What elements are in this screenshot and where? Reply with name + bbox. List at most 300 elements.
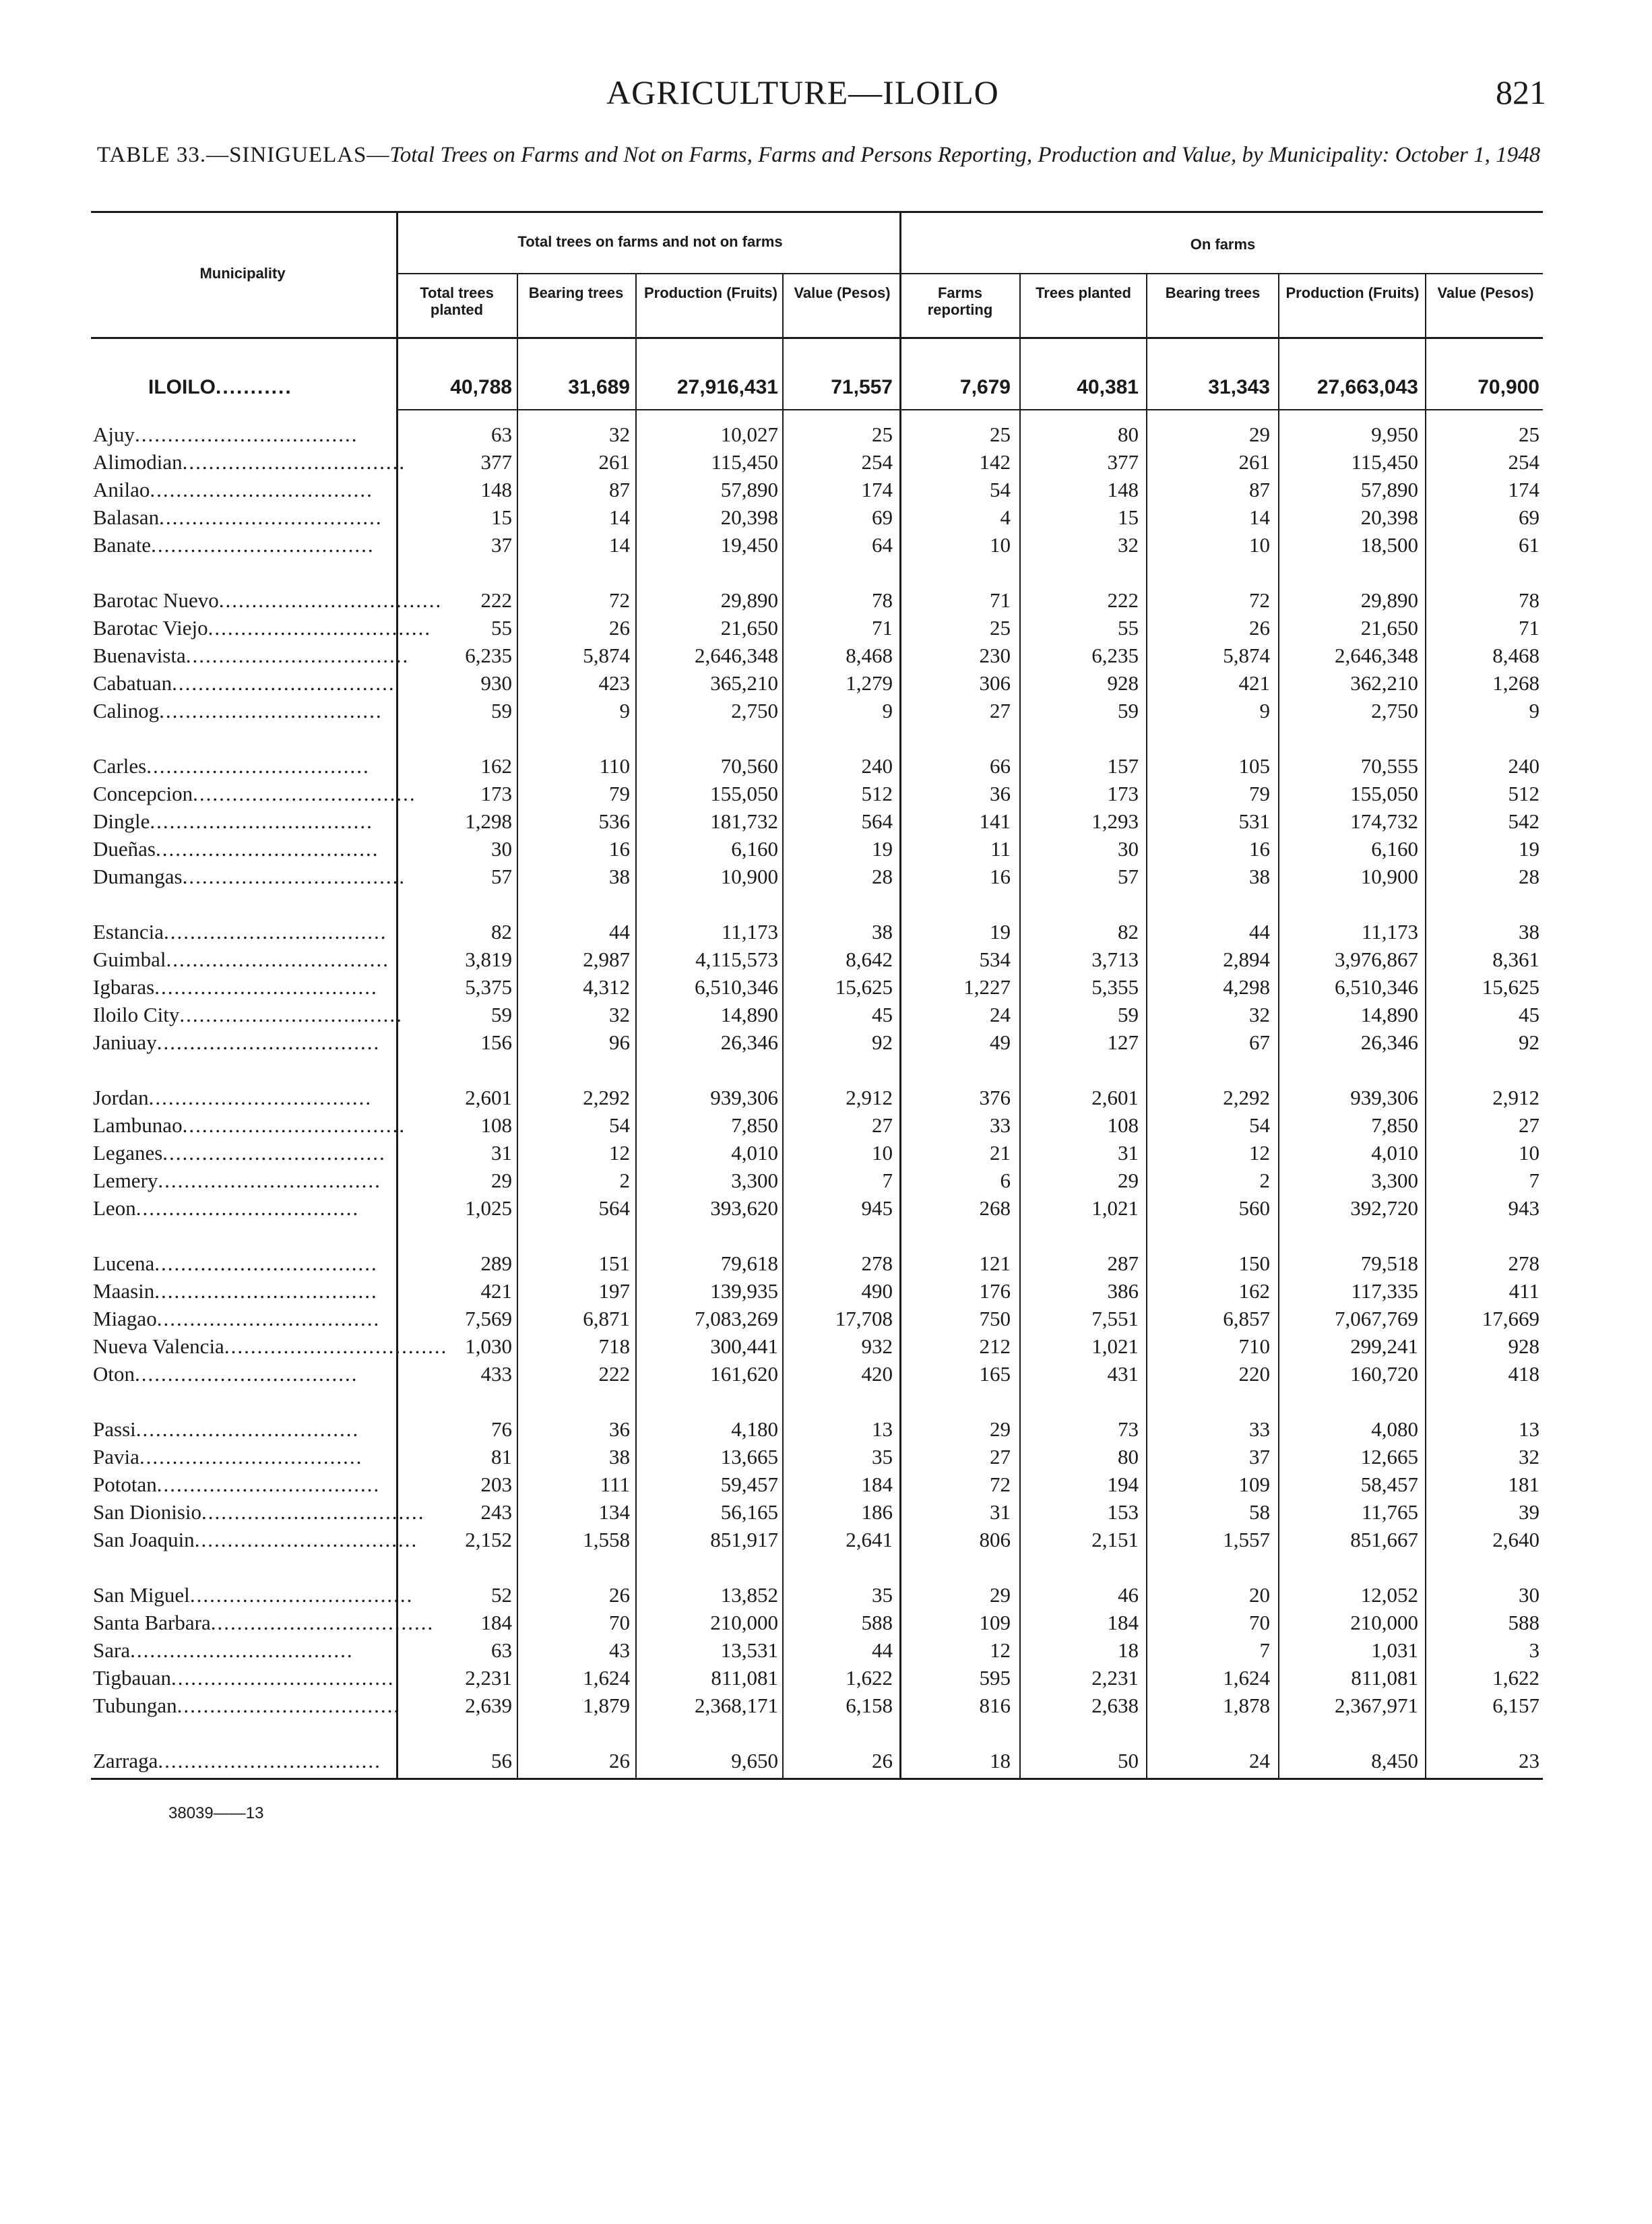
value-cell: 18,500 (1360, 533, 1418, 557)
value-cell: 2,646,348 (695, 644, 778, 667)
value-cell: 6,157 (1492, 1694, 1539, 1717)
value-cell: 7,067,769 (1335, 1307, 1418, 1330)
value-cell: 28 (1519, 865, 1539, 888)
value-cell: 38 (1249, 865, 1270, 888)
value-cell: 1,558 (583, 1528, 630, 1551)
table-row (0, 1471, 1652, 1498)
value-cell: 12,052 (1360, 1583, 1418, 1607)
table-row (0, 1444, 1652, 1471)
value-cell: 9,650 (731, 1749, 778, 1772)
value-cell: 1,279 (846, 671, 893, 695)
municipality-name: Dueñas.................................. (93, 837, 379, 861)
value-cell: 14 (1249, 505, 1270, 529)
value-cell: 431 (1107, 1362, 1139, 1386)
value-cell: 588 (861, 1611, 893, 1634)
municipality-name: San Dionisio.................................. (93, 1500, 425, 1524)
value-cell: 2,750 (1371, 699, 1418, 722)
value-cell: 63 (491, 423, 512, 446)
value-cell: 32 (609, 423, 630, 446)
value-cell: 173 (1107, 782, 1139, 805)
municipality-name: San Joaquin.................................. (93, 1528, 418, 1551)
value-cell: 2,367,971 (1335, 1694, 1418, 1717)
value-cell: 2,639 (465, 1694, 512, 1717)
value-cell: 6,160 (1371, 837, 1418, 861)
municipality-name: Tubungan.................................. (93, 1694, 401, 1717)
value-cell: 11,765 (1361, 1500, 1418, 1524)
value-cell: 10 (990, 533, 1011, 557)
value-cell: 71 (1519, 616, 1539, 640)
value-cell: 26 (609, 1583, 630, 1607)
table-row (0, 532, 1652, 559)
value-cell: 203 (480, 1473, 512, 1496)
value-cell: 31 (990, 1500, 1011, 1524)
municipality-name: Miagao.................................. (93, 1307, 381, 1330)
value-cell: 194 (1107, 1473, 1139, 1496)
value-cell: 10,900 (1360, 865, 1418, 888)
value-cell: 512 (861, 782, 893, 805)
value-cell: 174 (1508, 478, 1539, 501)
municipality-name: Barotac Nuevo.................................. (93, 588, 443, 612)
value-cell: 184 (861, 1473, 893, 1496)
running-title: AGRICULTURE—ILOILO (606, 73, 999, 111)
value-cell: 27 (872, 1113, 893, 1137)
value-cell: 423 (598, 671, 630, 695)
value-cell: 6,871 (583, 1307, 630, 1330)
value-cell: 1,268 (1492, 671, 1539, 695)
value-cell: 19 (1519, 837, 1539, 861)
value-cell: 386 (1107, 1279, 1139, 1303)
value-cell: 212 (979, 1334, 1011, 1358)
value-cell: 35 (872, 1583, 893, 1607)
municipality-name: Jordan.................................. (93, 1086, 373, 1109)
value-cell: 25 (990, 616, 1011, 640)
value-cell: 2,231 (465, 1666, 512, 1690)
value-cell: 37 (1249, 1445, 1270, 1469)
municipality-name: Cabatuan.................................. (93, 671, 395, 695)
value-cell: 7,850 (1371, 1113, 1418, 1137)
municipality-name: Nueva Valencia.................................. (93, 1334, 448, 1358)
value-cell: 2,641 (846, 1528, 893, 1551)
value-cell: 1,878 (1223, 1694, 1270, 1717)
municipality-name: Santa Barbara.................................. (93, 1611, 435, 1634)
value-cell: 127 (1107, 1030, 1139, 1054)
value-cell: 4,115,573 (695, 948, 778, 971)
col-header-farms-value: Value (Pesos) (1437, 284, 1534, 301)
value-cell: 542 (1508, 809, 1539, 833)
municipality-name: Pavia.................................. (93, 1445, 363, 1469)
value-cell: 1,557 (1223, 1528, 1270, 1551)
value-cell: 87 (609, 478, 630, 501)
value-cell: 174 (861, 478, 893, 501)
municipality-name: Leganes.................................. (93, 1141, 386, 1165)
value-cell: 63 (491, 1638, 512, 1662)
value-cell: 1,622 (1492, 1666, 1539, 1690)
value-cell: 197 (598, 1279, 630, 1303)
table-row (0, 1001, 1652, 1028)
col-header-trees-planted: Trees planted (1036, 284, 1131, 301)
value-cell: 40,381 (1077, 376, 1139, 398)
value-cell: 433 (480, 1362, 512, 1386)
value-cell: 5,375 (465, 975, 512, 999)
value-cell: 70,900 (1478, 376, 1539, 398)
value-cell: 40,788 (450, 376, 512, 398)
value-cell: 278 (861, 1252, 893, 1275)
value-cell: 49 (990, 1030, 1011, 1054)
value-cell: 8,642 (846, 948, 893, 971)
municipality-name: Pototan.................................. (93, 1473, 381, 1496)
value-cell: 5,874 (583, 644, 630, 667)
value-cell: 9 (1259, 699, 1270, 722)
value-cell: 26 (609, 616, 630, 640)
value-cell: 17,708 (835, 1307, 893, 1330)
value-cell: 240 (861, 754, 893, 778)
value-cell: 30 (1519, 1583, 1539, 1607)
value-cell: 811,081 (1351, 1666, 1418, 1690)
value-cell: 27 (1519, 1113, 1539, 1137)
value-cell: 181,732 (710, 809, 778, 833)
value-cell: 71,557 (831, 376, 893, 398)
table-row (0, 615, 1652, 642)
table-title: Total Trees on Farms and Not on Farms, Farms and Persons Reporting, Production and Value, by Municipality: October 1, 1948 (389, 143, 1541, 167)
table-row (0, 449, 1652, 476)
value-cell: 57 (491, 865, 512, 888)
value-cell: 7 (1259, 1638, 1270, 1662)
value-cell: 2,601 (1091, 1086, 1139, 1109)
value-cell: 806 (979, 1528, 1011, 1551)
value-cell: 38 (609, 1445, 630, 1469)
value-cell: 109 (979, 1611, 1011, 1634)
municipality-name: Oton.................................. (93, 1362, 358, 1386)
table-row (0, 780, 1652, 807)
value-cell: 50 (1118, 1749, 1139, 1772)
value-cell: 66 (990, 754, 1011, 778)
value-cell: 222 (1107, 588, 1139, 612)
value-cell: 78 (872, 588, 893, 612)
municipality-name: Zarraga.................................. (93, 1749, 381, 1772)
table-row (0, 753, 1652, 780)
value-cell: 13,852 (720, 1583, 778, 1607)
value-cell: 2,912 (1492, 1086, 1539, 1109)
table-row (0, 808, 1652, 835)
value-cell: 376 (979, 1086, 1011, 1109)
value-cell: 31 (491, 1141, 512, 1165)
value-cell: 268 (979, 1196, 1011, 1220)
value-cell: 15 (1118, 505, 1139, 529)
value-cell: 25 (1519, 423, 1539, 446)
value-cell: 59 (491, 1003, 512, 1026)
value-cell: 261 (598, 450, 630, 474)
municipality-name: Balasan.................................. (93, 505, 383, 529)
value-cell: 82 (1118, 920, 1139, 944)
value-cell: 92 (872, 1030, 893, 1054)
value-cell: 15 (491, 505, 512, 529)
value-cell: 115,450 (1351, 450, 1418, 474)
value-cell: 13 (1519, 1417, 1539, 1441)
value-cell: 80 (1118, 1445, 1139, 1469)
table-row (0, 1499, 1652, 1526)
value-cell: 160,720 (1350, 1362, 1418, 1386)
value-cell: 151 (598, 1252, 630, 1275)
value-cell: 27 (990, 699, 1011, 722)
value-cell: 29 (491, 1169, 512, 1192)
value-cell: 162 (480, 754, 512, 778)
value-cell: 18 (990, 1749, 1011, 1772)
value-cell: 108 (1107, 1113, 1139, 1137)
value-cell: 18 (1118, 1638, 1139, 1662)
value-cell: 21 (990, 1141, 1011, 1165)
value-cell: 32 (1118, 533, 1139, 557)
value-cell: 4,010 (731, 1141, 778, 1165)
value-cell: 932 (861, 1334, 893, 1358)
value-cell: 1,021 (1091, 1334, 1139, 1358)
value-cell: 8,468 (846, 644, 893, 667)
value-cell: 115,450 (711, 450, 778, 474)
value-cell: 2,292 (583, 1086, 630, 1109)
value-cell: 186 (861, 1500, 893, 1524)
value-cell: 92 (1519, 1030, 1539, 1054)
value-cell: 176 (979, 1279, 1011, 1303)
value-cell: 750 (979, 1307, 1011, 1330)
value-cell: 58 (1249, 1500, 1270, 1524)
value-cell: 76 (491, 1417, 512, 1441)
value-cell: 14,890 (720, 1003, 778, 1026)
value-cell: 155,050 (710, 782, 778, 805)
value-cell: 261 (1238, 450, 1270, 474)
value-cell: 536 (598, 809, 630, 833)
municipality-name: Guimbal.................................. (93, 948, 389, 971)
value-cell: 46 (1118, 1583, 1139, 1607)
page-header (0, 73, 1652, 120)
value-cell: 57,890 (1360, 478, 1418, 501)
col-header-value: Value (Pesos) (794, 284, 891, 301)
value-cell: 72 (609, 588, 630, 612)
table-row (0, 1361, 1652, 1388)
value-cell: 2,368,171 (695, 1694, 778, 1717)
value-cell: 240 (1508, 754, 1539, 778)
table-row (0, 1582, 1652, 1609)
value-cell: 80 (1118, 423, 1139, 446)
value-cell: 4,180 (731, 1417, 778, 1441)
table-row (0, 1526, 1652, 1553)
value-cell: 184 (480, 1611, 512, 1634)
value-cell: 157 (1107, 754, 1139, 778)
value-cell: 418 (1508, 1362, 1539, 1386)
value-cell: 6 (1000, 1169, 1011, 1192)
value-cell: 27 (990, 1445, 1011, 1469)
value-cell: 14,890 (1360, 1003, 1418, 1026)
table-top-rule (91, 211, 1543, 213)
value-cell: 8,468 (1492, 644, 1539, 667)
municipality-name: Iloilo City.................................. (93, 1003, 403, 1026)
value-cell: 1,624 (583, 1666, 630, 1690)
value-cell: 1,879 (583, 1694, 630, 1717)
table-row (0, 919, 1652, 946)
value-cell: 2,638 (1091, 1694, 1139, 1717)
municipality-name: Passi.................................. (93, 1417, 360, 1441)
value-cell: 300,441 (710, 1334, 778, 1358)
table-row (0, 642, 1652, 669)
group-divider-rule (398, 273, 1543, 274)
table-label: TABLE 33.—SINIGUELAS— (96, 143, 390, 167)
municipality-name: Lemery.................................. (93, 1169, 381, 1192)
value-cell: 4,080 (1371, 1417, 1418, 1441)
value-cell: 72 (1249, 588, 1270, 612)
value-cell: 210,000 (1350, 1611, 1418, 1634)
value-cell: 79 (1249, 782, 1270, 805)
value-cell: 6,158 (846, 1694, 893, 1717)
value-cell: 9,950 (1371, 423, 1418, 446)
municipality-name: Leon.................................. (93, 1196, 360, 1220)
value-cell: 55 (491, 616, 512, 640)
value-cell: 55 (1118, 616, 1139, 640)
value-cell: 534 (979, 948, 1011, 971)
table-row (0, 698, 1652, 724)
value-cell: 564 (598, 1196, 630, 1220)
value-cell: 1,031 (1371, 1638, 1418, 1662)
value-cell: 9 (1529, 699, 1539, 722)
col-header-bearing-trees: Bearing trees (528, 284, 624, 301)
table-row (0, 1692, 1652, 1719)
value-cell: 560 (1238, 1196, 1270, 1220)
value-cell: 8,361 (1492, 948, 1539, 971)
value-cell: 2,894 (1223, 948, 1270, 971)
value-cell: 56,165 (720, 1500, 778, 1524)
value-cell: 35 (872, 1445, 893, 1469)
value-cell: 37 (491, 533, 512, 557)
value-cell: 8,450 (1371, 1749, 1418, 1772)
value-cell: 141 (979, 809, 1011, 833)
value-cell: 210,000 (710, 1611, 778, 1634)
value-cell: 421 (480, 1279, 512, 1303)
municipality-name: Ajuy.................................. (93, 423, 358, 446)
table-row (0, 1112, 1652, 1139)
value-cell: 411 (1508, 1279, 1539, 1303)
table-row (0, 1140, 1652, 1167)
municipality-name: Dingle.................................. (93, 809, 373, 833)
value-cell: 287 (1107, 1252, 1139, 1275)
footnote: 38039——13 (168, 1804, 264, 1822)
table-row (0, 836, 1652, 863)
value-cell: 943 (1508, 1196, 1539, 1220)
value-cell: 24 (1249, 1749, 1270, 1772)
value-cell: 184 (1107, 1611, 1139, 1634)
value-cell: 392,720 (1350, 1196, 1418, 1220)
value-cell: 30 (491, 837, 512, 861)
value-cell: 153 (1107, 1500, 1139, 1524)
municipality-name: Janiuay.................................. (93, 1030, 381, 1054)
value-cell: 20,398 (1360, 505, 1418, 529)
value-cell: 7,551 (1091, 1307, 1139, 1330)
value-cell: 420 (861, 1362, 893, 1386)
value-cell: 25 (872, 423, 893, 446)
table-row (0, 1029, 1652, 1056)
value-cell: 96 (609, 1030, 630, 1054)
col-header-total-trees-planted: Total trees planted (420, 284, 494, 318)
value-cell: 2,601 (465, 1086, 512, 1109)
value-cell: 16 (609, 837, 630, 861)
value-cell: 6,510,346 (1335, 975, 1418, 999)
value-cell: 181 (1508, 1473, 1539, 1496)
value-cell: 64 (872, 533, 893, 557)
table-row (0, 946, 1652, 973)
value-cell: 165 (979, 1362, 1011, 1386)
value-cell: 26 (609, 1749, 630, 1772)
value-cell: 10,900 (720, 865, 778, 888)
table-row (0, 974, 1652, 1001)
value-cell: 174,732 (1350, 809, 1418, 833)
value-cell: 1,021 (1091, 1196, 1139, 1220)
value-cell: 20,398 (720, 505, 778, 529)
value-cell: 512 (1508, 782, 1539, 805)
col-header-farms-production: Production (Fruits) (1285, 284, 1420, 301)
value-cell: 7,083,269 (695, 1307, 778, 1330)
value-cell: 150 (1238, 1252, 1270, 1275)
value-cell: 2,912 (846, 1086, 893, 1109)
value-cell: 155,050 (1350, 782, 1418, 805)
table-row (0, 1416, 1652, 1443)
value-cell: 10 (1249, 533, 1270, 557)
value-cell: 38 (609, 865, 630, 888)
value-cell: 70,560 (720, 754, 778, 778)
value-cell: 16 (1249, 837, 1270, 861)
value-cell: 15,625 (835, 975, 893, 999)
value-cell: 220 (1238, 1362, 1270, 1386)
table-caption (88, 138, 1550, 172)
value-cell: 222 (480, 588, 512, 612)
value-cell: 851,667 (1350, 1528, 1418, 1551)
value-cell: 61 (1519, 533, 1539, 557)
value-cell: 108 (480, 1113, 512, 1137)
municipality-name: Barotac Viejo.................................. (93, 616, 432, 640)
value-cell: 7,679 (959, 376, 1011, 398)
value-cell: 377 (480, 450, 512, 474)
municipality-header: Municipality (199, 265, 286, 282)
municipality-name: Tigbauan.................................. (93, 1666, 395, 1690)
value-cell: 15,625 (1482, 975, 1539, 999)
value-cell: 24 (990, 1003, 1011, 1026)
municipality-name: Concepcion.................................. (93, 782, 416, 805)
value-cell: 79,518 (1360, 1252, 1418, 1275)
table-row (0, 1333, 1652, 1360)
value-cell: 10 (872, 1141, 893, 1165)
value-cell: 59 (491, 699, 512, 722)
value-cell: 4 (1000, 505, 1011, 529)
value-cell: 6,160 (731, 837, 778, 861)
value-cell: 4,010 (1371, 1141, 1418, 1165)
value-cell: 161,620 (710, 1362, 778, 1386)
value-cell: 816 (979, 1694, 1011, 1717)
value-cell: 29 (990, 1417, 1011, 1441)
table-row (0, 1609, 1652, 1636)
value-cell: 3,300 (1371, 1169, 1418, 1192)
value-cell: 32 (1519, 1445, 1539, 1469)
value-cell: 70 (609, 1611, 630, 1634)
value-cell: 110 (599, 754, 630, 778)
municipality-name: Banate.................................. (93, 533, 375, 557)
value-cell: 27,663,043 (1316, 376, 1418, 398)
value-cell: 851,917 (710, 1528, 778, 1551)
value-cell: 9 (619, 699, 630, 722)
table-row (0, 504, 1652, 531)
value-cell: 117,335 (1351, 1279, 1418, 1303)
municipality-name: Sara.................................. (93, 1638, 354, 1662)
value-cell: 6,510,346 (695, 975, 778, 999)
value-cell: 26 (1249, 616, 1270, 640)
value-cell: 25 (990, 423, 1011, 446)
value-cell: 928 (1508, 1334, 1539, 1358)
value-cell: 44 (609, 920, 630, 944)
value-cell: 377 (1107, 450, 1139, 474)
